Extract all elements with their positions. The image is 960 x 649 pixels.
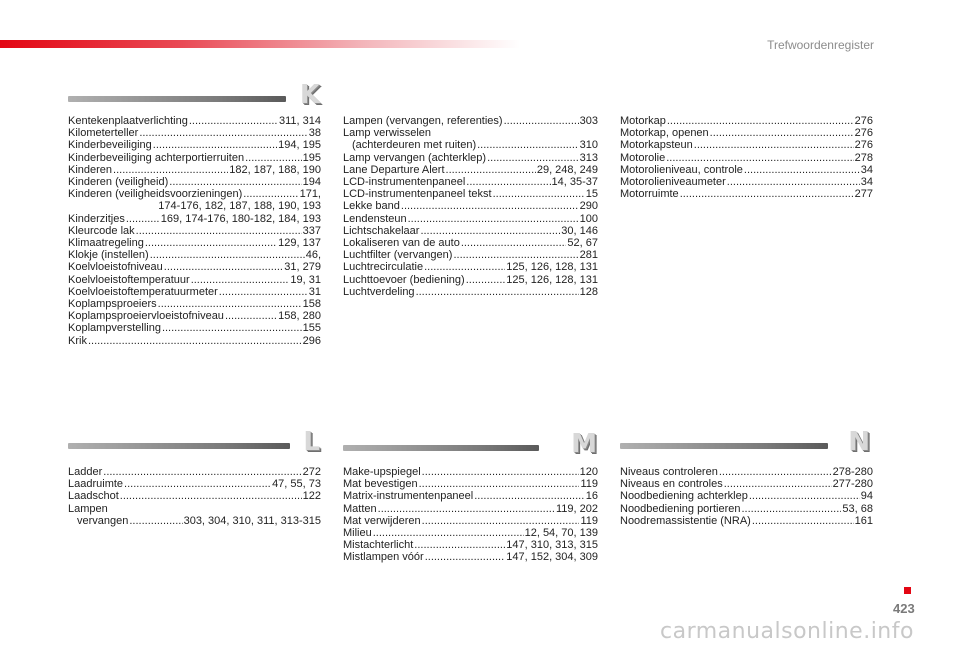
index-entry xyxy=(68,127,321,139)
index-pages: 12, 54, 70, 139 xyxy=(524,527,598,540)
index-entry xyxy=(620,515,873,527)
index-column-m xyxy=(343,466,598,564)
index-pages: 120 xyxy=(579,466,598,478)
index-entry xyxy=(343,515,598,527)
index-term: Klimaatregeling xyxy=(68,237,144,250)
index-term: Motorolieniveaumeter xyxy=(620,176,726,189)
dot-leader xyxy=(446,164,536,176)
dot-leader xyxy=(666,152,853,164)
index-entry xyxy=(68,322,321,334)
dot-leader xyxy=(243,188,298,200)
dot-leader xyxy=(493,188,585,200)
index-pages: 125, 126, 128, 131 xyxy=(506,261,598,274)
dot-leader xyxy=(744,164,860,176)
index-entry xyxy=(620,188,873,200)
index-entry-continuation: 174-176, 182, 187, 188, 190, 193 xyxy=(158,200,321,213)
index-term: Noodbediening achterklep xyxy=(620,490,748,503)
index-pages: 53, 68 xyxy=(842,502,873,515)
index-column-n xyxy=(620,466,873,527)
index-pages: 31, 279 xyxy=(284,261,321,274)
dot-leader xyxy=(126,213,160,225)
index-pages: 276 xyxy=(854,115,873,127)
index-column-k xyxy=(68,115,321,347)
letter-heading-k xyxy=(68,80,320,120)
index-term: Niveaus en controles xyxy=(620,478,723,491)
dot-leader xyxy=(719,466,832,478)
index-entry xyxy=(68,237,321,249)
dot-leader xyxy=(136,225,302,237)
index-term: Kinderbeveiliging achterportierruiten xyxy=(68,151,245,164)
index-pages: 194, 195 xyxy=(278,139,321,152)
index-term: Luchtrecirculatie xyxy=(343,261,424,274)
dot-leader xyxy=(124,478,271,490)
index-entry xyxy=(620,503,873,515)
heading-bar xyxy=(68,96,286,102)
index-entry xyxy=(343,503,598,515)
dot-leader xyxy=(752,515,854,527)
index-entry xyxy=(68,335,321,347)
watermark: carmanualsonline.info xyxy=(660,619,914,644)
index-entry xyxy=(68,490,321,502)
dot-leader xyxy=(477,139,579,151)
index-term: Matten xyxy=(343,502,377,515)
index-entry xyxy=(620,164,873,176)
index-term: Lokaliseren van de auto xyxy=(343,237,460,250)
index-pages: 100 xyxy=(579,212,598,225)
index-term: Koelvloeistoftemperatuur xyxy=(68,273,190,286)
dot-leader xyxy=(461,237,567,249)
dot-leader xyxy=(727,176,860,188)
index-term: Motorruimte xyxy=(620,188,679,201)
index-pages: 15 xyxy=(585,188,598,201)
index-pages: 276 xyxy=(854,127,873,140)
dot-leader xyxy=(139,127,307,139)
index-pages: 155 xyxy=(302,322,321,335)
index-entry xyxy=(68,478,321,490)
index-entry xyxy=(343,213,598,225)
dot-leader xyxy=(191,274,290,286)
dot-leader xyxy=(419,478,580,490)
index-entry xyxy=(68,213,321,225)
index-pages: 125, 126, 128, 131 xyxy=(506,273,598,286)
index-entry xyxy=(343,249,598,261)
index-entry xyxy=(343,551,598,563)
index-term: Krik xyxy=(68,334,87,347)
index-term: Kilometerteller xyxy=(68,127,139,140)
index-pages: 290 xyxy=(579,200,598,213)
dot-leader xyxy=(225,310,277,322)
index-pages: 34 xyxy=(860,176,873,189)
index-pages: 281 xyxy=(579,249,598,262)
index-term: LCD-instrumentenpaneel tekst xyxy=(343,188,492,201)
index-entry xyxy=(343,237,598,249)
index-term: Kentekenplaatverlichting xyxy=(68,115,188,127)
index-entry xyxy=(343,478,598,490)
index-pages: 29, 248, 249 xyxy=(536,163,598,176)
index-pages: 194 xyxy=(302,176,321,189)
index-pages: 161 xyxy=(854,514,873,527)
index-term: Lampen (vervangen, referenties) xyxy=(343,115,503,127)
index-entry xyxy=(68,286,321,298)
index-pages: 182, 187, 188, 190 xyxy=(229,163,321,176)
index-entry xyxy=(68,225,321,237)
section-title: Trefwoordenregister xyxy=(767,38,874,52)
dot-leader xyxy=(245,152,302,164)
dot-leader xyxy=(414,539,505,551)
dot-leader xyxy=(487,152,579,164)
index-entry xyxy=(343,164,598,176)
index-column-l-cont xyxy=(343,115,598,298)
index-pages: 38 xyxy=(308,127,321,140)
dot-leader xyxy=(113,164,228,176)
heading-bar xyxy=(343,445,539,451)
index-pages: 47, 55, 73 xyxy=(272,478,321,491)
index-entry xyxy=(68,261,321,273)
index-entry-heading: Lampen xyxy=(68,502,108,515)
index-pages: 119 xyxy=(580,514,598,527)
page-number: 423 xyxy=(893,601,915,616)
index-pages: 195 xyxy=(302,151,321,164)
index-entry xyxy=(343,527,598,539)
dot-leader xyxy=(504,115,579,127)
index-entry xyxy=(343,225,598,237)
index-term: Matrix-instrumentenpaneel xyxy=(343,490,474,503)
index-entry xyxy=(68,188,321,200)
index-term: Kinderen (veiligheidsvoorzieningen) xyxy=(68,188,243,201)
dot-leader xyxy=(710,127,854,139)
top-accent-bar xyxy=(0,40,520,48)
letter-n: N xyxy=(848,427,870,457)
index-entry xyxy=(343,261,598,273)
index-pages: 303 xyxy=(579,115,598,127)
index-entry xyxy=(343,286,598,298)
index-entry xyxy=(68,176,321,188)
index-pages: 169, 174-176, 180-182, 184, 193 xyxy=(160,212,321,225)
index-term: Motorkap xyxy=(620,115,666,127)
index-column-m-cont xyxy=(620,115,873,200)
index-term: Motorolie xyxy=(620,151,666,164)
index-pages: 52, 67 xyxy=(567,237,598,250)
index-entry xyxy=(68,274,321,286)
dot-leader xyxy=(378,503,555,515)
dot-leader xyxy=(408,213,579,225)
dot-leader xyxy=(694,139,854,151)
index-pages: 310 xyxy=(579,139,598,152)
index-pages: 119 xyxy=(580,478,598,491)
dot-leader xyxy=(120,490,302,502)
index-term: Laadruimte xyxy=(68,478,124,491)
index-entry xyxy=(68,139,321,151)
index-pages: 19, 31 xyxy=(290,273,321,286)
dot-leader xyxy=(680,188,854,200)
dot-leader xyxy=(749,490,860,502)
dot-leader xyxy=(466,274,506,286)
index-pages: 119, 202 xyxy=(555,502,598,515)
page-marker xyxy=(904,587,911,594)
index-term: Motorkap, openen xyxy=(620,127,709,140)
index-term: Koplampsproeiervloeistofniveau xyxy=(68,310,224,323)
dot-leader xyxy=(420,225,560,237)
index-entry xyxy=(343,176,598,188)
index-pages: 272 xyxy=(302,466,321,478)
index-pages: 147, 152, 304, 309 xyxy=(506,551,598,564)
index-term: Motorkapsteun xyxy=(620,139,693,152)
index-pages: 34 xyxy=(860,163,873,176)
index-entry-heading: Lamp verwisselen xyxy=(343,127,432,140)
index-pages: 278 xyxy=(854,151,873,164)
index-term: Laadschot xyxy=(68,490,119,503)
index-term: Koplampverstelling xyxy=(68,322,161,335)
index-term: LCD-instrumentenpaneel xyxy=(343,176,466,189)
index-term: Kinderzitjes xyxy=(68,212,125,225)
index-pages: 276 xyxy=(854,139,873,152)
index-term: Mistachterlicht xyxy=(343,539,414,552)
dot-leader xyxy=(453,249,578,261)
dot-leader xyxy=(153,139,277,151)
index-term: Mistlampen vóór xyxy=(343,551,424,564)
index-entry xyxy=(343,490,598,502)
index-entry xyxy=(68,515,321,527)
index-pages: 296 xyxy=(302,334,321,347)
index-term: (achterdeuren met ruiten) xyxy=(352,139,477,152)
letter-k: K xyxy=(299,80,320,110)
index-entry xyxy=(343,139,598,151)
index-term: Koelvloeistofniveau xyxy=(68,261,163,274)
dot-leader xyxy=(158,298,302,310)
index-pages: 31 xyxy=(308,285,321,298)
heading-bar xyxy=(620,443,828,449)
index-pages: 147, 310, 313, 315 xyxy=(506,539,598,552)
dot-leader xyxy=(169,176,301,188)
index-entry xyxy=(68,115,321,127)
index-pages: 337 xyxy=(302,224,321,237)
index-entry xyxy=(68,152,321,164)
index-term: Milieu xyxy=(343,527,372,540)
index-pages: 94 xyxy=(860,490,873,503)
dot-leader xyxy=(150,249,305,261)
dot-leader xyxy=(162,322,302,334)
letter-heading-n xyxy=(620,427,870,467)
index-term: Kleurcode lak xyxy=(68,224,135,237)
index-pages: 171, xyxy=(299,188,321,201)
dot-leader xyxy=(724,478,832,490)
dot-leader xyxy=(466,176,550,188)
index-term: Noodremassistentie (NRA) xyxy=(620,514,751,527)
dot-leader xyxy=(88,335,302,347)
dot-leader xyxy=(145,237,277,249)
index-entry xyxy=(620,466,873,478)
index-pages: 313 xyxy=(579,151,598,164)
index-entry xyxy=(620,478,873,490)
index-entry xyxy=(620,115,873,127)
index-entry xyxy=(620,152,873,164)
dot-leader xyxy=(164,261,284,273)
index-term: Koplampsproeiers xyxy=(68,298,157,311)
dot-leader xyxy=(425,551,506,563)
dot-leader xyxy=(373,527,524,539)
index-column-l xyxy=(68,466,321,527)
index-entry xyxy=(620,490,873,502)
index-pages: 129, 137 xyxy=(278,237,321,250)
index-entry xyxy=(68,466,321,478)
dot-leader xyxy=(129,515,182,527)
index-term: Noodbediening portieren xyxy=(620,502,741,515)
index-pages: 278-280 xyxy=(832,466,873,478)
index-entry xyxy=(343,115,598,127)
letter-heading-l xyxy=(68,427,320,467)
index-entry xyxy=(343,188,598,200)
dot-leader xyxy=(103,466,301,478)
index-pages: 122 xyxy=(302,490,321,503)
index-entry xyxy=(620,139,873,151)
index-pages: 46, xyxy=(305,249,321,262)
dot-leader xyxy=(189,115,278,127)
index-pages: 14, 35-37 xyxy=(551,176,598,189)
index-pages: 16 xyxy=(585,490,598,503)
index-entry xyxy=(620,127,873,139)
index-entry xyxy=(343,274,598,286)
index-pages: 303, 304, 310, 311, 313-315 xyxy=(183,514,321,527)
dot-leader xyxy=(741,503,841,515)
index-term: Luchttoevoer (bediening) xyxy=(343,273,465,286)
dot-leader xyxy=(474,490,585,502)
index-term: Lendensteun xyxy=(343,212,407,225)
dot-leader xyxy=(422,466,579,478)
index-entry xyxy=(68,249,321,261)
index-term: Mat bevestigen xyxy=(343,478,418,491)
index-entry xyxy=(68,164,321,176)
letter-heading-m xyxy=(343,429,597,469)
dot-leader xyxy=(422,515,580,527)
index-term: Kinderen xyxy=(68,163,113,176)
index-term: Mat verwijderen xyxy=(343,514,421,527)
index-term: Lamp vervangen (achterklep) xyxy=(343,151,487,164)
dot-leader xyxy=(219,286,308,298)
index-term: Luchtverdeling xyxy=(343,285,415,298)
index-entry xyxy=(68,298,321,310)
heading-bar xyxy=(68,443,290,449)
index-term: vervangen xyxy=(77,514,129,527)
index-pages: 158 xyxy=(302,298,321,311)
index-pages: 311, 314 xyxy=(278,115,321,127)
index-term: Lane Departure Alert xyxy=(343,163,445,176)
index-term: Ladder xyxy=(68,466,103,478)
index-term: Motorolieniveau, controle xyxy=(620,163,743,176)
index-pages: 158, 280 xyxy=(278,310,321,323)
index-term: Lichtschakelaar xyxy=(343,224,420,237)
index-pages: 277 xyxy=(854,188,873,201)
dot-leader xyxy=(401,200,579,212)
index-entry xyxy=(343,200,598,212)
index-entry xyxy=(343,466,598,478)
letter-m: M xyxy=(571,429,597,459)
index-term: Kinderbeveiliging xyxy=(68,139,152,152)
letter-l: L xyxy=(303,427,320,457)
index-pages: 128 xyxy=(579,285,598,298)
index-term: Kinderen (veiligheid) xyxy=(68,176,169,189)
index-term: Koelvloeistoftemperatuurmeter xyxy=(68,285,218,298)
dot-leader xyxy=(667,115,854,127)
index-entry xyxy=(343,152,598,164)
dot-leader xyxy=(416,286,579,298)
index-term: Lekke band xyxy=(343,200,400,213)
index-term: Klokje (instellen) xyxy=(68,249,149,262)
dot-leader xyxy=(424,261,505,273)
index-pages: 30, 146 xyxy=(561,224,598,237)
index-entry xyxy=(620,176,873,188)
index-entry xyxy=(343,539,598,551)
index-term: Niveaus controleren xyxy=(620,466,718,478)
index-term: Luchtfilter (vervangen) xyxy=(343,249,453,262)
index-entry xyxy=(68,310,321,322)
index-term: Make-upspiegel xyxy=(343,466,421,478)
index-pages: 277-280 xyxy=(832,478,873,491)
